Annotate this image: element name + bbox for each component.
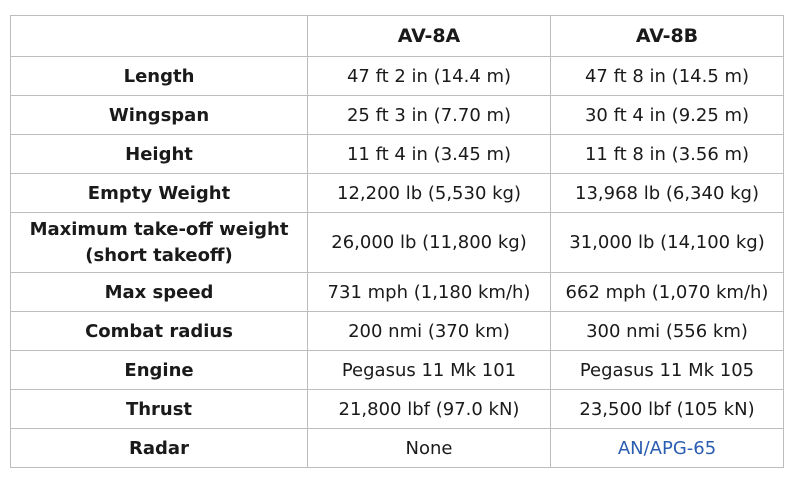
cell-av-8a-height: 11 ft 4 in (3.45 m) [308,135,551,174]
row-label-thrust: Thrust [11,390,308,429]
cell-av-8b-max-takeoff-weight: 31,000 lb (14,100 kg) [551,213,784,273]
table-header-row [11,16,784,57]
row-label-height: Height [11,135,308,174]
aircraft-comparison-table [10,15,784,468]
cell-av-8b-height: 11 ft 8 in (3.56 m) [551,135,784,174]
cell-av-8a-max-takeoff-weight: 26,000 lb (11,800 kg) [308,213,551,273]
cell-av-8a-empty-weight: 12,200 lb (5,530 kg) [308,174,551,213]
cell-av-8b-empty-weight: 13,968 lb (6,340 kg) [551,174,784,213]
cell-av-8b-length: 47 ft 8 in (14.5 m) [551,57,784,96]
cell-av-8b-thrust: 23,500 lbf (105 kN) [551,390,784,429]
table-row [11,213,784,273]
table-row [11,429,784,468]
cell-av-8b-combat-radius: 300 nmi (556 km) [551,312,784,351]
table-row [11,96,784,135]
header-av-8b: AV-8B [551,16,784,57]
row-label-empty-weight: Empty Weight [11,174,308,213]
row-label-combat-radius: Combat radius [11,312,308,351]
table-row [11,351,784,390]
table-row [11,273,784,312]
table-row [11,174,784,213]
cell-av-8b-wingspan: 30 ft 4 in (9.25 m) [551,96,784,135]
cell-av-8a-max-speed: 731 mph (1,180 km/h) [308,273,551,312]
row-label-line-1: Maximum take-off weight [29,218,289,240]
table-row [11,57,784,96]
row-label-line-2: (short takeoff) [85,244,233,266]
row-label-engine: Engine [11,351,308,390]
spec-table-container [10,15,783,468]
cell-av-8a-radar: None [308,429,551,468]
row-label-radar: Radar [11,429,308,468]
table-row [11,390,784,429]
row-label-max-takeoff-weight [11,213,308,273]
table-row [11,135,784,174]
cell-av-8a-wingspan: 25 ft 3 in (7.70 m) [308,96,551,135]
row-label-wingspan: Wingspan [11,96,308,135]
header-empty-cell [11,16,308,57]
table-row [11,312,784,351]
cell-av-8a-combat-radius: 200 nmi (370 km) [308,312,551,351]
row-label-length: Length [11,57,308,96]
row-label-max-speed: Max speed [11,273,308,312]
cell-av-8a-length: 47 ft 2 in (14.4 m) [308,57,551,96]
radar-an-apg-65-link[interactable]: AN/APG-65 [617,437,717,459]
cell-av-8b-max-speed: 662 mph (1,070 km/h) [551,273,784,312]
cell-av-8b-radar [551,429,784,468]
header-av-8a: AV-8A [308,16,551,57]
cell-av-8b-engine: Pegasus 11 Mk 105 [551,351,784,390]
cell-av-8a-engine: Pegasus 11 Mk 101 [308,351,551,390]
cell-av-8a-thrust: 21,800 lbf (97.0 kN) [308,390,551,429]
